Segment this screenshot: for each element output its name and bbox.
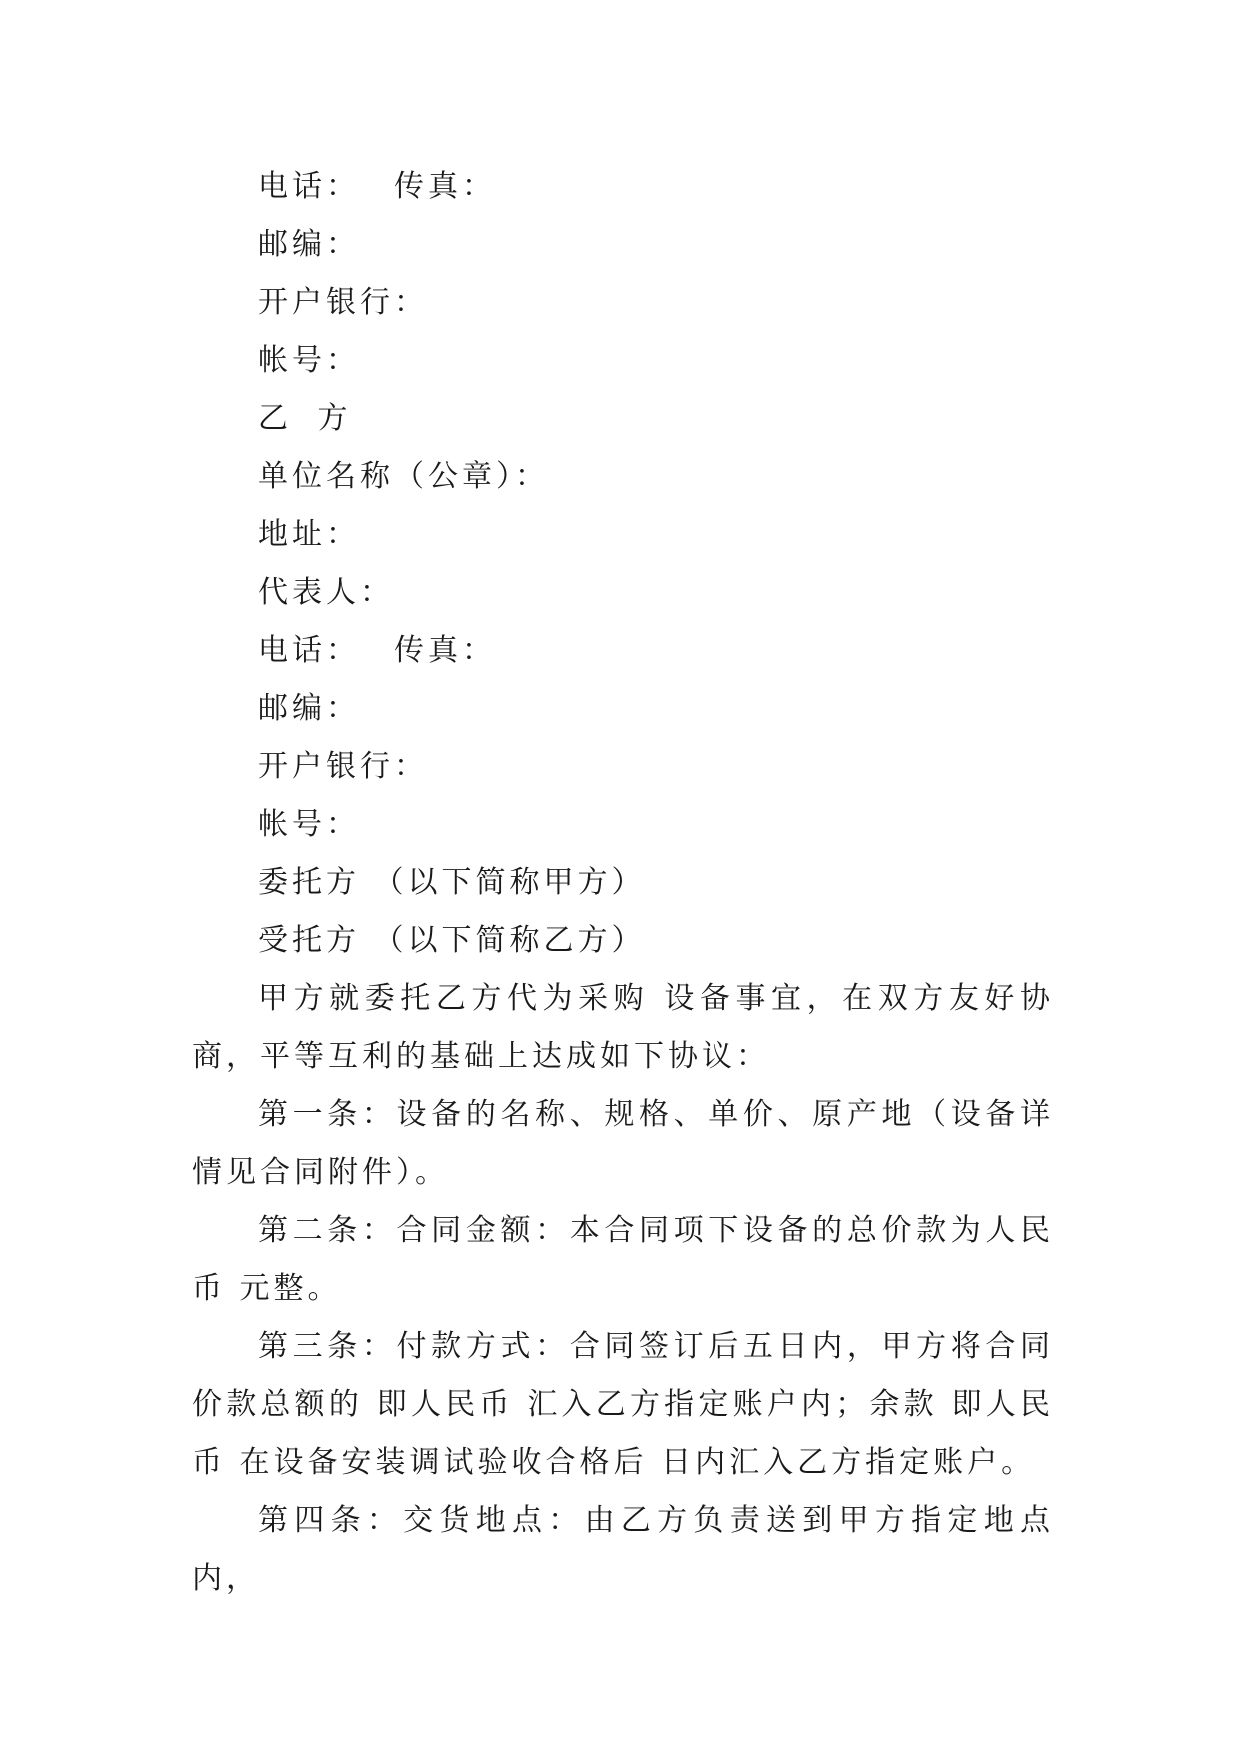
party-b-bank-label: 开户银行： xyxy=(258,749,428,784)
party-a-fax-label: 传真： xyxy=(394,169,496,204)
article-4-paragraph: 第四条：交货地点：由乙方负责送到甲方指定地点内， xyxy=(192,1503,1054,1596)
party-b-phone-fax-line xyxy=(192,622,1054,680)
article-2-paragraph: 第二条：合同金额：本合同项下设备的总价款为人民币 元整。 xyxy=(192,1213,1054,1306)
party-b-unit-name-label: 单位名称（公章）： xyxy=(258,459,549,494)
document-body xyxy=(192,158,1054,1608)
party-b-address-label: 地址： xyxy=(258,517,360,552)
principal-party-line: 委托方 （以下简称甲方） xyxy=(258,865,646,900)
party-b-representative-label: 代表人： xyxy=(258,575,394,610)
party-b-phone-label: 电话： xyxy=(258,633,360,668)
intro-paragraph: 甲方就委托乙方代为采购 设备事宜，在双方友好协商，平等互利的基础上达成如下协议： xyxy=(192,981,1054,1074)
party-b-account-label: 帐号： xyxy=(258,807,360,842)
party-b-fax-label: 传真： xyxy=(394,633,496,668)
party-a-account-label: 帐号： xyxy=(258,343,360,378)
party-a-postcode-label: 邮编： xyxy=(258,227,360,262)
agent-party-line: 受托方 （以下简称乙方） xyxy=(258,923,646,958)
party-a-bank-label: 开户银行： xyxy=(258,285,428,320)
party-b-heading: 乙 方 xyxy=(258,401,358,436)
article-3-paragraph: 第三条：付款方式：合同签订后五日内，甲方将合同价款总额的 即人民币 汇入乙方指定账户内；余款 即人民币 在设备安装调试验收合格后 日内汇入乙方指定账户。 xyxy=(192,1329,1054,1480)
party-b-postcode-label: 邮编： xyxy=(258,691,360,726)
party-a-phone-fax-line xyxy=(192,158,1054,216)
party-a-phone-label: 电话： xyxy=(258,169,360,204)
article-1-paragraph: 第一条：设备的名称、规格、单价、原产地（设备详情见合同附件）。 xyxy=(192,1097,1054,1190)
